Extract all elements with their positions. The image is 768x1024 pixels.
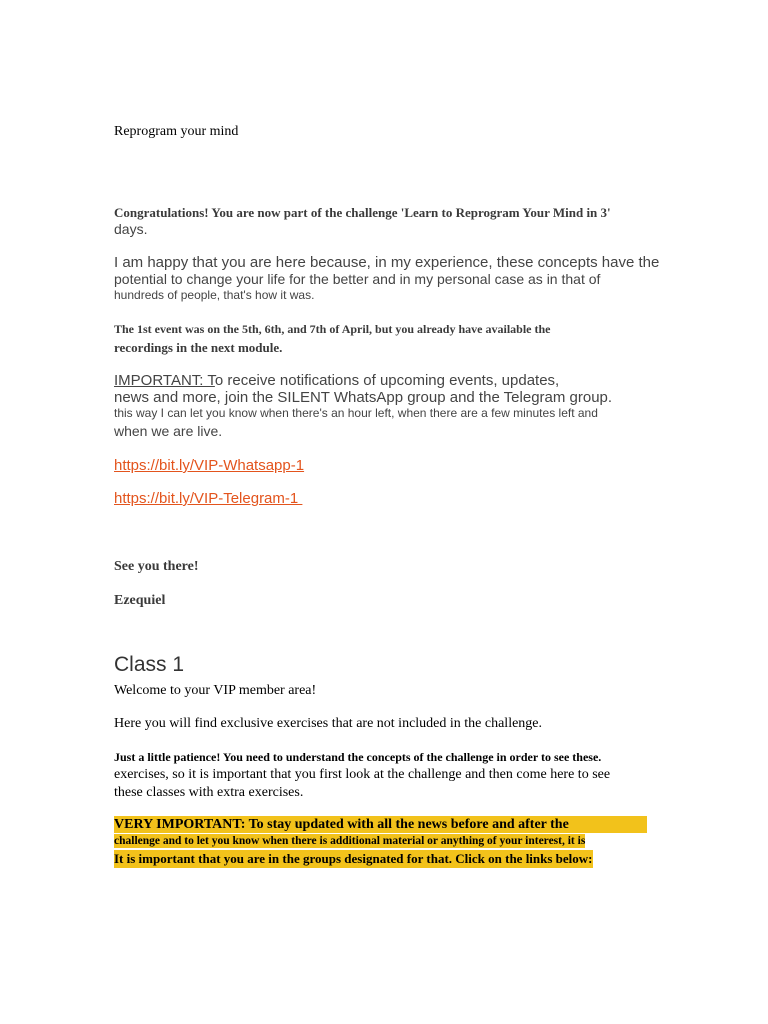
whatsapp-link[interactable]: https://bit.ly/VIP-Whatsapp-1	[114, 457, 305, 474]
event-line-1: The 1st event was on the 5th, 6th, and 7th of April, but you already have available the	[114, 322, 551, 336]
see-you-line: See you there!	[114, 559, 199, 574]
very-important-line-2: challenge and to let you know when there is additional material or anything of your interest, it is	[114, 835, 586, 847]
patience-line-2: exercises, so it is important that you first look at the challenge and then come here to see	[114, 767, 611, 782]
event-line-2: recordings in the next module.	[114, 340, 283, 355]
important-line-3: this way I can let you know when there's an hour left, when there are a few minutes left and	[114, 406, 598, 420]
signature: Ezequiel	[114, 593, 166, 608]
happy-line-3: hundreds of people, that's how it was.	[114, 288, 315, 302]
patience-line-1: Just a little patience! You need to understand the concepts of the challenge in order to see these.	[114, 750, 602, 764]
welcome-line: Welcome to your VIP member area!	[114, 683, 317, 698]
class-heading: Class 1	[114, 653, 185, 676]
happy-line-1: I am happy that you are here because, in my experience, these concepts have the	[114, 254, 660, 271]
important-line-1-rest: o receive notifications of upcoming events, updates,	[214, 372, 560, 389]
doc-title: Reprogram your mind	[114, 124, 239, 139]
telegram-link[interactable]: https://bit.ly/VIP-Telegram-1	[114, 490, 303, 507]
important-line-4: when we are live.	[114, 423, 223, 439]
happy-line-2: potential to change your life for the better and in my personal case as in that of	[114, 271, 601, 287]
important-line-1	[114, 372, 559, 389]
important-line-2: news and more, join the SILENT WhatsApp group and the Telegram group.	[114, 389, 613, 406]
very-important-line-3: It is important that you are in the groups designated for that. Click on the links below:	[114, 851, 593, 866]
exclusive-line: Here you will find exclusive exercises that are not included in the challenge.	[114, 716, 543, 731]
very-important-line-1: VERY IMPORTANT: To stay updated with all the news before and after the	[114, 816, 647, 833]
important-label: IMPORTANT: T	[114, 372, 215, 389]
congrats-line: Congratulations! You are now part of the challenge 'Learn to Reprogram Your Mind in 3'	[114, 205, 611, 220]
patience-line-3: these classes with extra exercises.	[114, 785, 304, 800]
congrats-tail: days.	[114, 221, 148, 237]
